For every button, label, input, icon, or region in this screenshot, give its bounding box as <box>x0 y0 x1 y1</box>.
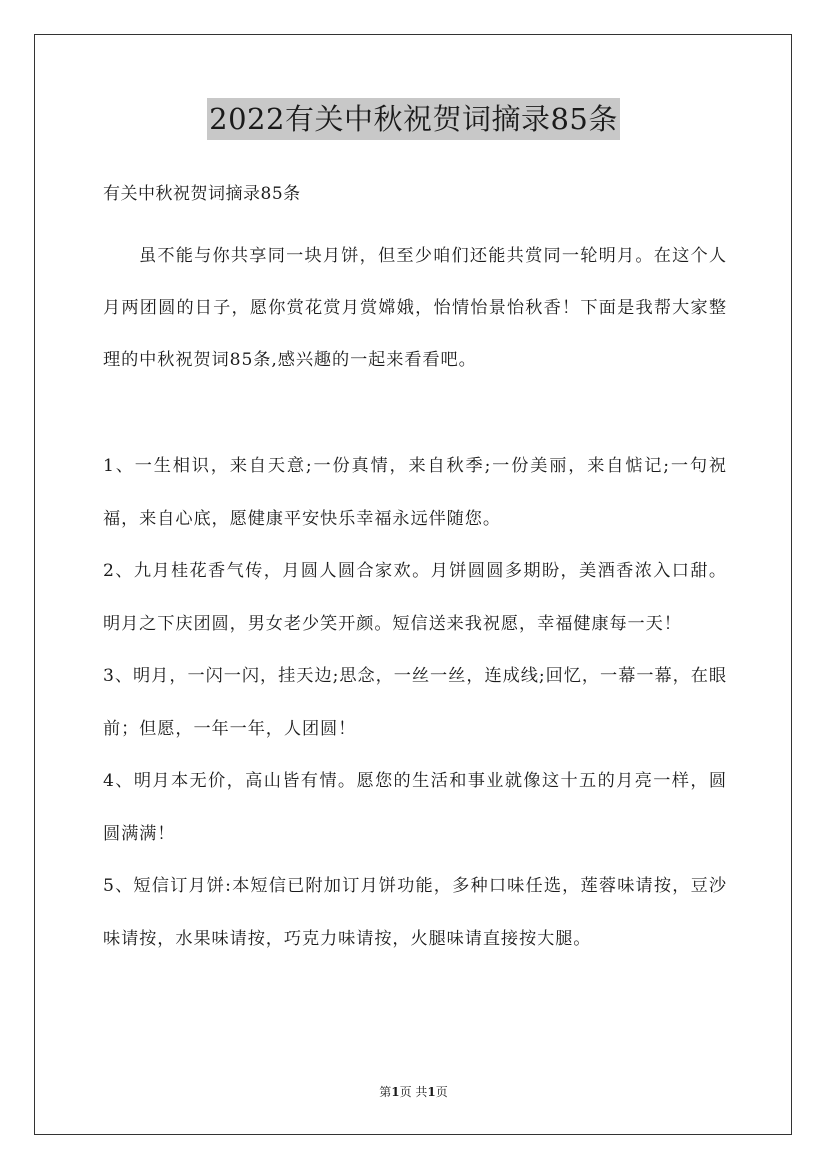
page-footer <box>0 1083 827 1101</box>
list-item: 4、明月本无价，高山皆有情。愿您的生活和事业就像这十五的月亮一样，圆圆满满！ <box>103 771 727 844</box>
list-item: 2、九月桂花香气传，月圆人圆合家欢。月饼圆圆多期盼，美酒香浓入口甜。明月之下庆团圆，男女老少笑开颜。短信送来我祝愿，幸福健康每一天！ <box>103 561 727 634</box>
intro-paragraph <box>103 230 727 386</box>
greetings-list <box>103 440 727 965</box>
footer-total-pages: 1 <box>427 1085 436 1099</box>
list-item: 1、一生相识，来自天意;一份真情，来自秋季;一份美丽，来自惦记;一句祝福，来自心底，愿健康平安快乐幸福永远伴随您。 <box>103 456 727 529</box>
list-item: 3、明月，一闪一闪，挂天边;思念，一丝一丝，连成线;回忆，一幕一幕，在眼前；但愿，一年一年，人团圆！ <box>103 666 727 739</box>
list-item: 5、短信订月饼:本短信已附加订月饼功能，多种口味任选，莲蓉味请按，豆沙味请按，水果味请按，巧克力味请按，火腿味请直接按大腿。 <box>103 876 727 949</box>
intro-text: 虽不能与你共享同一块月饼，但至少咱们还能共赏同一轮明月。在这个人月两团圆的日子，愿你赏花赏月赏嫦娥，怡情怡景怡秋香！下面是我帮大家整理的中秋祝贺词85条,感兴趣的一起来看看吧。 <box>103 246 727 370</box>
footer-prefix: 第 <box>379 1085 392 1099</box>
footer-current-page: 1 <box>391 1085 400 1099</box>
footer-suffix: 页 <box>435 1085 448 1099</box>
title-container <box>0 98 827 140</box>
document-subtitle: 有关中秋祝贺词摘录85条 <box>103 184 301 204</box>
document-title: 2022有关中秋祝贺词摘录85条 <box>207 98 620 140</box>
footer-mid: 页 共 <box>399 1085 428 1099</box>
